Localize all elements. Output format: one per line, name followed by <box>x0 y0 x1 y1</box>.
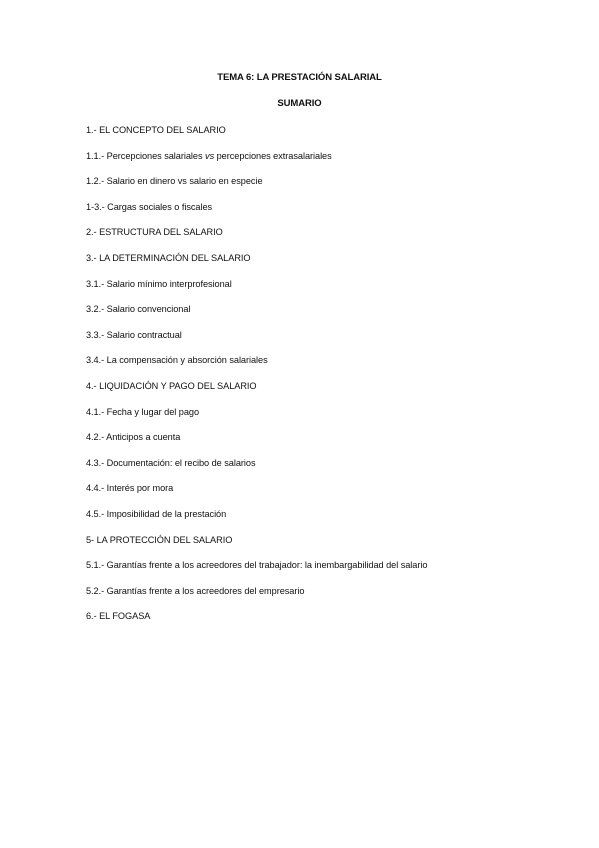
toc-item-4-2: 4.2.- Anticipos a cuenta <box>86 432 181 443</box>
document-subtitle: SUMARIO <box>277 98 322 109</box>
document-title: TEMA 6: LA PRESTACIÓN SALARIAL <box>217 72 382 83</box>
toc-item-4-5: 4.5.- Imposibilidad de la prestación <box>86 508 227 519</box>
toc-item-2: 2.- ESTRUCTURA DEL SALARIO <box>86 227 223 238</box>
toc-item-4-4: 4.4.- Interés por mora <box>86 483 174 494</box>
toc-item-3-3: 3.3.- Salario contractual <box>86 329 182 340</box>
toc-item-5-2: 5.2.- Garantías frente a los acreedores del empresario <box>86 585 305 596</box>
toc-item-1-2: 1.2.- Salario en dinero vs salario en especie <box>86 176 263 187</box>
toc-item-4-3: 4.3.- Documentación: el recibo de salarios <box>86 457 256 468</box>
toc-item-1-1-emphasis: vs <box>205 150 215 161</box>
toc-item-1-1-text-start: 1.1.- Percepciones salariales <box>86 150 206 161</box>
toc-item-3: 3.- LA DETERMINACIÓN DEL SALARIO <box>86 252 251 263</box>
table-of-contents <box>86 125 556 637</box>
toc-item-4-1: 4.1.- Fecha y lugar del pago <box>86 406 200 417</box>
toc-item-1-1 <box>86 151 556 177</box>
toc-item-5-1: 5.1.- Garantías frente a los acreedores del trabajador: la inembargabilidad del salario <box>86 560 428 571</box>
toc-item-1-3: 1-3.- Cargas sociales o fiscales <box>86 201 213 212</box>
toc-item-1: 1.- EL CONCEPTO DEL SALARIO <box>86 125 226 135</box>
toc-item-6: 6.- EL FOGASA <box>86 611 151 622</box>
toc-item-5: 5- LA PROTECCIÓN DEL SALARIO <box>86 534 233 545</box>
toc-item-1-1-text-end: percepciones extrasalariales <box>214 150 332 161</box>
toc-item-3-2: 3.2.- Salario convencional <box>86 304 191 315</box>
toc-item-3-1: 3.1.- Salario mínimo interprofesional <box>86 278 232 289</box>
toc-item-4: 4.- LIQUIDACIÓN Y PAGO DEL SALARIO <box>86 380 257 391</box>
toc-item-3-4: 3.4.- La compensación y absorción salariales <box>86 355 268 366</box>
